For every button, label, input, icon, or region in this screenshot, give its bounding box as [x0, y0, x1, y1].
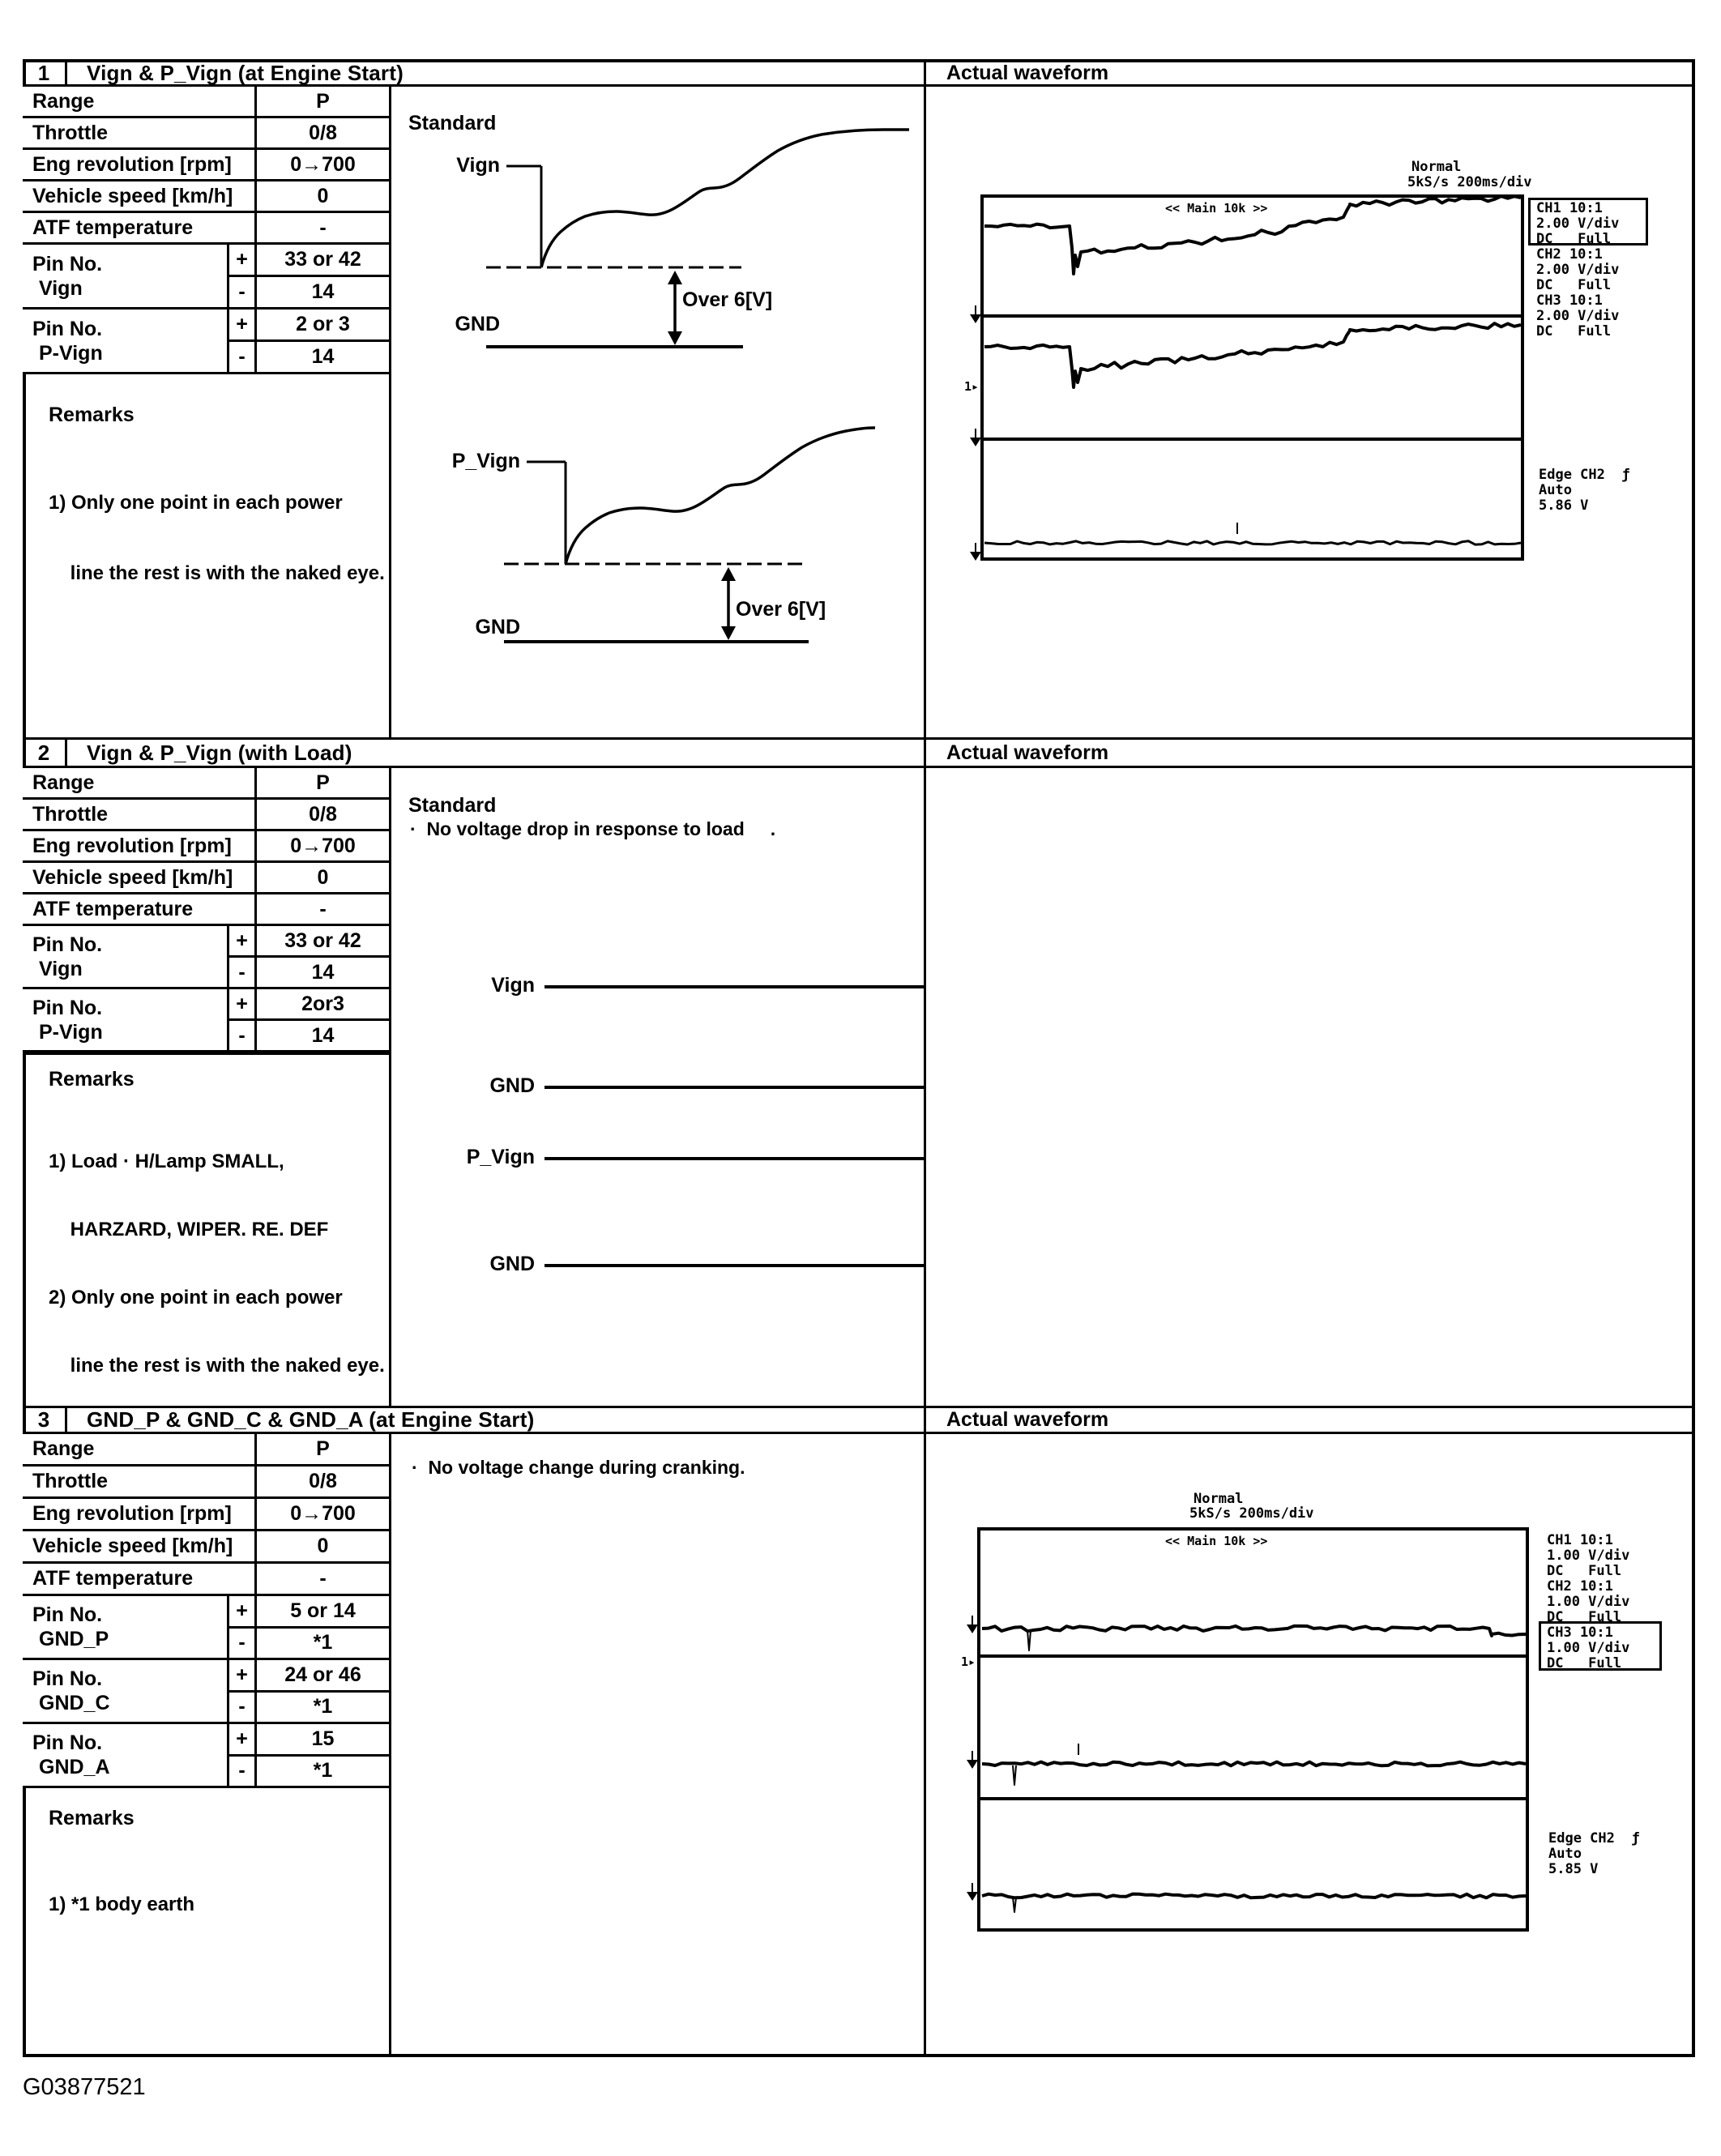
condition-value: -: [319, 216, 327, 239]
remark-line: line the rest is with the naked eye.: [49, 1355, 385, 1377]
table-right-border-s3: [389, 1434, 391, 2057]
trigger-setting: Auto: [1548, 1846, 1582, 1862]
standard-label: Standard: [408, 112, 497, 134]
condition-value: 0/8: [309, 802, 337, 826]
pin-minus-sign: -: [238, 1631, 246, 1654]
condition-value: 0: [317, 1535, 329, 1557]
pin-minus-sign: -: [238, 960, 246, 984]
pin-plus-sign: +: [229, 245, 254, 277]
section1-header: [23, 59, 1695, 87]
pin-name: GND_A: [39, 1756, 110, 1778]
channel-setting: DC Full: [1536, 231, 1612, 247]
condition-label: Vehicle speed [km/h]: [23, 181, 257, 211]
pin-plus-sign: +: [229, 1660, 254, 1693]
scope1-main-label: << Main 10k >>: [1165, 201, 1268, 216]
section2-actual-waveform-label: Actual waveform: [946, 741, 1109, 764]
condition-label: Eng revolution [rpm]: [23, 831, 257, 860]
condition-row: [23, 87, 389, 118]
table-right-border-s2: [389, 768, 391, 1406]
section1-number: 1: [23, 62, 67, 84]
pin-plus-sign: +: [229, 926, 254, 958]
pin-name: GND_P: [39, 1628, 109, 1650]
section3-number: 3: [23, 1408, 67, 1432]
pvign-label: P_Vign: [451, 450, 520, 472]
pin-name: Vign: [39, 957, 83, 980]
remarks-text: [49, 1846, 194, 1963]
channel-setting: DC Full: [1547, 1563, 1622, 1579]
pin-minus-value: *1: [313, 1631, 333, 1654]
figure-code: G03877521: [23, 2074, 146, 2100]
scope1-trigger-settings: [1539, 467, 1630, 513]
scope1-trace1-marker: 1▸: [964, 379, 980, 394]
pin-plus-sign: +: [229, 1724, 254, 1757]
condition-label: Eng revolution [rpm]: [23, 1499, 257, 1529]
channel-setting: DC Full: [1547, 1655, 1622, 1671]
pin-plus-value: 33 or 42: [257, 926, 389, 958]
pin-minus-sign: -: [238, 1695, 246, 1718]
pin-row-pvign: [23, 310, 389, 374]
condition-label: Eng revolution [rpm]: [23, 150, 257, 179]
pin-minus-sign: -: [238, 1023, 246, 1047]
pin-name: Vign: [39, 276, 83, 300]
channel-setting: DC Full: [1536, 323, 1612, 339]
condition-row: [23, 894, 389, 926]
condition-label: Range: [23, 1434, 257, 1464]
condition-row: [23, 213, 389, 245]
remarks-title: Remarks: [49, 1807, 135, 1829]
condition-row: [23, 118, 389, 150]
condition-value: 0→700: [290, 1502, 356, 1525]
pin-label: Pin No.: [32, 933, 103, 956]
gnd-label: GND: [475, 616, 520, 638]
condition-value: 0→700: [290, 834, 356, 857]
scope1-channel-settings: [1536, 200, 1619, 339]
remark-line: HARZARD, WIPER. RE. DEF: [49, 1219, 329, 1240]
pin-minus-value: 14: [311, 280, 335, 303]
channel-setting: 1.00 V/div: [1547, 1594, 1630, 1610]
pin-minus-sign: -: [238, 1759, 246, 1782]
pin-row-pvign: [23, 989, 389, 1052]
remarks-text: [49, 444, 385, 632]
pin-minus-sign: -: [238, 280, 246, 303]
channel-setting: CH2 10:1: [1547, 1578, 1613, 1595]
pin-label: Pin No.: [32, 996, 103, 1019]
condition-row: [23, 768, 389, 800]
pin-plus-sign: +: [229, 310, 254, 342]
section3-actual-waveform-label: Actual waveform: [946, 1408, 1109, 1431]
over6v-label: Over 6[V]: [736, 598, 826, 621]
condition-row: [23, 831, 389, 863]
remarks-title: Remarks: [49, 403, 135, 426]
pin-plus-value: 5 or 14: [257, 1596, 389, 1629]
remark-line: 1) *1 body earth: [49, 1893, 195, 1915]
trigger-setting: 5.85 V: [1548, 1861, 1599, 1877]
pin-label: Pin No.: [32, 252, 103, 275]
channel-setting: DC Full: [1536, 277, 1612, 293]
condition-row: [23, 800, 389, 831]
scope3-trigger-settings: [1548, 1830, 1640, 1876]
condition-label: ATF temperature: [23, 1564, 257, 1594]
gnd-line-label: GND: [489, 1074, 535, 1097]
pin-minus-value: 14: [311, 960, 335, 984]
pin-row-gndp: [23, 1596, 389, 1660]
condition-row: [23, 1531, 389, 1564]
condition-row: [23, 181, 389, 213]
channel-setting: 1.00 V/div: [1547, 1640, 1630, 1656]
remark-line: 1) Load · H/Lamp SMALL,: [49, 1151, 284, 1172]
condition-label: Range: [23, 768, 257, 797]
condition-value: P: [316, 89, 330, 113]
pin-minus-sign: -: [238, 345, 246, 368]
condition-value: -: [319, 1567, 327, 1590]
condition-row: [23, 1434, 389, 1467]
gnd-line-label: GND: [489, 1253, 535, 1275]
pin-minus-value: *1: [313, 1759, 333, 1782]
standard-note: · No voltage drop in response to load .: [410, 818, 776, 839]
remarks-text: [49, 1105, 385, 1423]
condition-row: [23, 863, 389, 894]
section2-number: 2: [23, 740, 67, 766]
channel-setting: CH1 10:1: [1536, 200, 1603, 216]
section2-header: [23, 737, 1695, 768]
scope1-mode: Normal: [1411, 159, 1462, 175]
channel-setting: DC Full: [1547, 1609, 1622, 1625]
pin-plus-value: 2 or 3: [257, 310, 389, 342]
scope3-channel-settings: [1547, 1532, 1629, 1671]
pin-name: P-Vign: [39, 341, 103, 365]
pin-label: Pin No.: [32, 1667, 103, 1690]
vign-line-label: Vign: [491, 974, 535, 997]
pin-plus-sign: +: [229, 1596, 254, 1629]
channel-setting: CH1 10:1: [1547, 1532, 1613, 1548]
channel-setting: CH3 10:1: [1547, 1624, 1613, 1641]
channel-setting: 2.00 V/div: [1536, 308, 1620, 324]
remark-line: line the rest is with the naked eye.: [49, 562, 385, 584]
condition-value: P: [316, 1437, 330, 1460]
condition-label: Range: [23, 87, 257, 116]
section3-title: GND_P & GND_C & GND_A (at Engine Start): [87, 1407, 535, 1432]
pin-row-vign: [23, 245, 389, 310]
condition-value: 0: [317, 865, 329, 889]
scope3-mode: Normal: [1194, 1491, 1244, 1507]
pvign-line-label: P_Vign: [466, 1146, 535, 1168]
trigger-setting: 5.86 V: [1539, 497, 1589, 514]
section1-title: Vign & P_Vign (at Engine Start): [87, 61, 404, 85]
condition-label: ATF temperature: [23, 213, 257, 242]
scope1-rate: 5kS/s 200ms/div: [1407, 174, 1532, 190]
standard-label: Standard: [408, 794, 497, 817]
pin-plus-value: 2or3: [257, 989, 389, 1021]
scope3-trace1-marker: 1▸: [961, 1654, 976, 1669]
over6v-label: Over 6[V]: [682, 288, 773, 311]
pin-minus-value: 14: [311, 1023, 335, 1047]
trigger-setting: Edge CH2 ƒ: [1539, 467, 1630, 483]
pin-label: Pin No.: [32, 1603, 103, 1626]
pin-minus-value: *1: [313, 1695, 333, 1718]
table-right-border-s1: [389, 87, 391, 737]
section2-title: Vign & P_Vign (with Load): [87, 740, 352, 765]
scope3-rate: 5kS/s 200ms/div: [1189, 1505, 1314, 1522]
pin-row-gnda: [23, 1724, 389, 1788]
standard-note: · No voltage change during cranking.: [412, 1457, 745, 1478]
condition-row: [23, 150, 389, 181]
pin-plus-value: 24 or 46: [257, 1660, 389, 1693]
pin-minus-value: 14: [311, 345, 335, 368]
condition-row: [23, 1467, 389, 1499]
pin-name: GND_C: [39, 1692, 110, 1714]
channel-setting: 1.00 V/div: [1547, 1548, 1630, 1564]
remark-line: 1) Only one point in each power: [49, 492, 343, 514]
trigger-setting: Auto: [1539, 482, 1572, 498]
channel-setting: 2.00 V/div: [1536, 262, 1620, 278]
remarks-top-border-s2: [23, 1052, 391, 1055]
condition-row: [23, 1499, 389, 1531]
pin-plus-value: 15: [257, 1724, 389, 1757]
pin-plus-value: 33 or 42: [257, 245, 389, 277]
channel-setting: CH3 10:1: [1536, 292, 1603, 309]
pin-label: Pin No.: [32, 317, 103, 340]
vign-label: Vign: [456, 154, 500, 177]
condition-value: 0/8: [309, 121, 337, 144]
condition-value: P: [316, 771, 330, 794]
trigger-setting: Edge CH2 ƒ: [1548, 1830, 1640, 1846]
condition-value: 0/8: [309, 1470, 337, 1492]
pin-plus-sign: +: [229, 989, 254, 1021]
condition-label: Vehicle speed [km/h]: [23, 863, 257, 892]
section3-header: [23, 1406, 1695, 1434]
channel-setting: 2.00 V/div: [1536, 216, 1620, 232]
condition-value: -: [319, 897, 327, 920]
condition-label: Throttle: [23, 1467, 257, 1496]
pin-name: P-Vign: [39, 1020, 103, 1044]
gnd-label: GND: [455, 313, 500, 335]
remark-line: 2) Only one point in each power: [49, 1287, 343, 1309]
section1-actual-waveform-label: Actual waveform: [946, 62, 1109, 84]
condition-label: Throttle: [23, 800, 257, 829]
pin-row-gndc: [23, 1660, 389, 1724]
pin-row-vign: [23, 926, 389, 989]
channel-setting: CH2 10:1: [1536, 246, 1603, 263]
condition-value: 0: [317, 184, 329, 207]
condition-label: Throttle: [23, 118, 257, 147]
column-divider: [924, 59, 926, 2057]
pin-label: Pin No.: [32, 1731, 103, 1754]
condition-label: Vehicle speed [km/h]: [23, 1531, 257, 1561]
scope3-main-label: << Main 10k >>: [1165, 1534, 1268, 1548]
condition-value: 0→700: [290, 152, 356, 176]
condition-row: [23, 1564, 389, 1596]
remarks-title: Remarks: [49, 1068, 135, 1091]
condition-label: ATF temperature: [23, 894, 257, 924]
